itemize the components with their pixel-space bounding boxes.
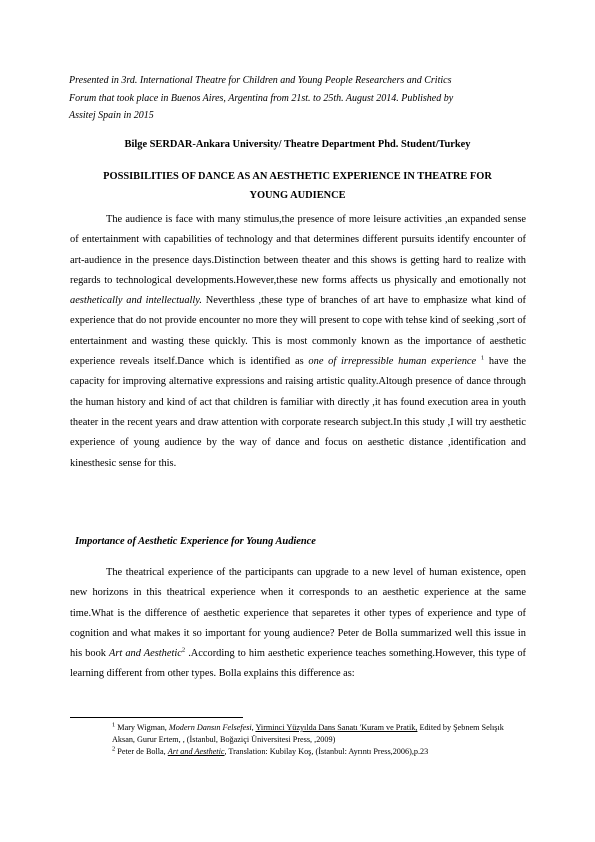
footnote-underlined: Yirminci Yüzyılda Dans Sanatı 'Kuram ve Pratik, bbox=[255, 723, 418, 732]
footnote-italic: Modern Dansın Felsefesi bbox=[168, 723, 252, 732]
presentation-note-line: Presented in 3rd. International Theatre for Children and Young People Researchers and Critics bbox=[69, 75, 452, 86]
footnote-text: Edited by Şebnem Selışık Aksan, Gurur Ertem, , (İstanbul, Boğaziçi Üniversitesi Press, ,2009) bbox=[112, 723, 504, 744]
footnote-ref[interactable]: 1 bbox=[480, 354, 485, 362]
paragraph-text: Neverthless ,these type of branches of art have to emphasize what kind of experience that do not provide encounter no more they will present to cope with tehse kind of seeking ,sort of entertainment and wasting these quickly. This is most commonly known as the importance of aesthetic experience reveals itself.Dance which is identified as bbox=[70, 295, 526, 368]
paper-title-line: YOUNG AUDIENCE bbox=[249, 190, 346, 201]
footnote-text: , Translation: Kubilay Koş, (İstanbul: Ayrıntı Press,2006),p.23 bbox=[224, 747, 429, 756]
paper-title bbox=[60, 167, 535, 205]
paragraph-text: The theatrical experience of the participants can upgrade to a new level of human existence, open new horizons in this theatrical experience when it corresponds to an aesthetic experience at the same time.What is the difference of aesthetic experience that separetes it other types of experience and type of cognition and what makes it so important for young audience? Peter de Bolla summarized well this issue in his book bbox=[70, 567, 526, 660]
presentation-note-line: Forum that took place in Buenos Aires, Argentina from 21st. to 25th. August 2014. Published by bbox=[69, 92, 454, 104]
presentation-note-line: Assitej Spain in 2015 bbox=[69, 110, 154, 121]
footnote-ref[interactable]: 2 bbox=[181, 646, 186, 654]
footnote-text: Mary Wigman, bbox=[115, 723, 169, 732]
footnote-separator bbox=[70, 717, 243, 718]
footnote-underlined: Art and Aesthetic bbox=[167, 747, 225, 756]
footnote-text: Peter de Bolla, bbox=[115, 747, 168, 756]
presentation-note bbox=[69, 72, 529, 125]
paper-title-line: POSSIBILITIES OF DANCE AS AN AESTHETIC EXPERIENCE IN THEATRE FOR bbox=[103, 171, 492, 182]
paragraph-text: .According to him aesthetic experience teaches something.However, this type of learning different from other types. Bolla explains this difference as: bbox=[70, 648, 526, 680]
footnotes bbox=[112, 722, 526, 758]
footnote-number: 1 bbox=[112, 721, 116, 729]
footnote-1 bbox=[112, 722, 526, 746]
footnote-text: , bbox=[251, 723, 256, 732]
author-line: Bilge SERDAR-Ankara University/ Theatre Department Phd. Student/Turkey bbox=[124, 139, 471, 150]
paragraph-text: The audience is face with many stimulus,the presence of more leisure activities ,an expanded sense of entertainment with capabilities of technology and that determines different pursuits identify encounter of art-audience in the presence days.Distinction between theater and this shows is getting hard to realize with regards to technological developments.However,these new forms affects us physically and emotionally not bbox=[70, 214, 526, 286]
paragraph-intro bbox=[70, 210, 526, 474]
italic-phrase: one of irrepressible human experience bbox=[308, 356, 477, 368]
book-title: Art and Aesthetic bbox=[109, 648, 182, 660]
footnote-number: 2 bbox=[112, 745, 116, 753]
italic-phrase: aesthetically and intellectually. bbox=[70, 295, 202, 307]
footnote-2 bbox=[112, 746, 526, 758]
section-heading: Importance of Aesthetic Experience for Young Audience bbox=[75, 536, 316, 547]
paragraph-text: have the capacity for improving alternative expressions and raising artistic quality.Altough presence of dance through the human history and kind of act that children is familiar with directly ,it has found execution area in youth theater in the recent years and draw attention with corporate research subject.In this study ,I will try aesthetic experience of young audience by the way of dance and focus on aesthetic distance ,identification and kinesthesic sense for this. bbox=[70, 356, 526, 469]
paragraph-importance bbox=[70, 563, 526, 685]
